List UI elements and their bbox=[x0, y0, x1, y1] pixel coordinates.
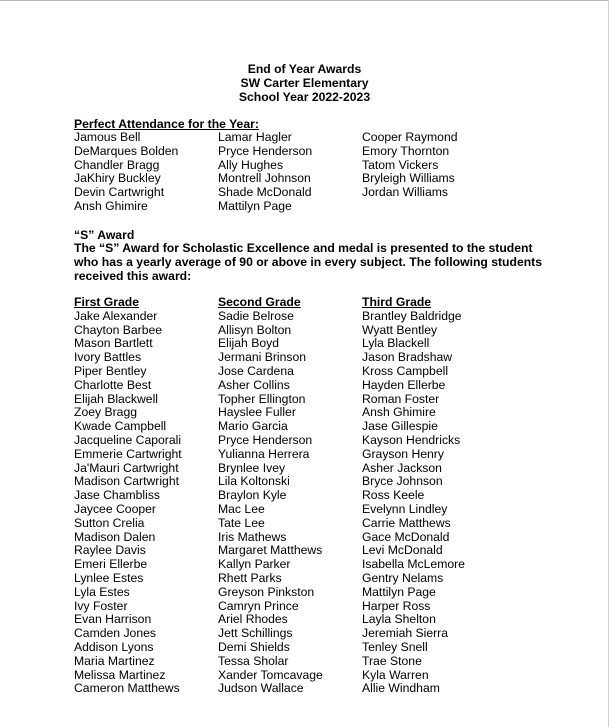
student-name: Pryce Henderson bbox=[218, 432, 313, 447]
grade-heading: First Grade bbox=[74, 295, 140, 309]
attendance-name: Bryleigh Williams bbox=[362, 171, 455, 186]
student-name: Kross Campbell bbox=[362, 363, 449, 378]
student-name: Mason Bartlett bbox=[74, 336, 153, 351]
student-name: Evelynn Lindley bbox=[362, 501, 448, 516]
student-name: Maria Martinez bbox=[74, 653, 155, 668]
student-name: Margaret Matthews bbox=[218, 543, 323, 558]
student-name: Iris Mathews bbox=[218, 529, 287, 544]
student-name: Mac Lee bbox=[218, 501, 265, 516]
student-name: Tessa Sholar bbox=[218, 653, 289, 668]
student-name: Evan Harrison bbox=[74, 612, 152, 627]
student-name: Carrie Matthews bbox=[362, 515, 451, 530]
attendance-name: Ally Hughes bbox=[218, 157, 284, 172]
student-name: Jett Schillings bbox=[218, 626, 293, 641]
student-name: Topher Ellington bbox=[218, 391, 306, 406]
student-name: Emmerie Cartwright bbox=[74, 446, 182, 461]
student-name: Camryn Prince bbox=[218, 598, 299, 613]
student-name: Jeremiah Sierra bbox=[362, 626, 449, 641]
student-name: Lynlee Estes bbox=[74, 570, 144, 585]
header-school: SW Carter Elementary bbox=[240, 76, 369, 90]
attendance-name: Jamous Bell bbox=[74, 130, 141, 144]
student-name: Jake Alexander bbox=[74, 308, 158, 323]
student-name: Ross Keele bbox=[362, 488, 425, 503]
grade-column bbox=[218, 296, 323, 696]
student-name: Braylon Kyle bbox=[218, 488, 287, 503]
student-name: Charlotte Best bbox=[74, 377, 152, 392]
student-name: Madison Cartwright bbox=[74, 474, 179, 489]
grade-column bbox=[74, 296, 182, 696]
attendance-name: Emory Thornton bbox=[362, 143, 450, 158]
attendance-column bbox=[74, 131, 178, 214]
student-name: Hayden Ellerbe bbox=[362, 377, 446, 392]
header-title: End of Year Awards bbox=[247, 62, 362, 76]
student-name: Zoey Bragg bbox=[74, 405, 138, 420]
s-award-list bbox=[0, 296, 609, 716]
student-name: Jacqueline Caporali bbox=[74, 432, 182, 447]
attendance-title: Perfect Attendance for the Year: bbox=[74, 117, 259, 131]
attendance-name: Lamar Hagler bbox=[218, 130, 292, 144]
student-name: Chayton Barbee bbox=[74, 322, 163, 337]
student-name: Elijah Blackwell bbox=[74, 391, 158, 406]
student-name: Gace McDonald bbox=[362, 529, 450, 544]
student-name: Ariel Rhodes bbox=[218, 612, 288, 627]
student-name: Kayson Hendricks bbox=[362, 432, 461, 447]
student-name: Jose Cardena bbox=[218, 363, 294, 378]
student-name: Ja'Mauri Cartwright bbox=[74, 460, 179, 475]
student-name: Lyla Blackell bbox=[362, 336, 430, 351]
student-name: Raylee Davis bbox=[74, 543, 146, 558]
attendance-name: JaKhiry Buckley bbox=[74, 171, 161, 186]
s-award-description: The “S” Award for Scholastic Excellence and medal is presented to the student who has a yearly average of 90 or above in every subject. The following students received this award: bbox=[74, 241, 543, 283]
student-name: Tate Lee bbox=[218, 515, 265, 530]
attendance-name: Cooper Raymond bbox=[362, 130, 458, 144]
header-year: School Year 2022-2023 bbox=[238, 90, 371, 104]
student-name: Layla Shelton bbox=[362, 612, 436, 627]
student-name: Jase Gillespie bbox=[362, 419, 438, 434]
student-name: Piper Bentley bbox=[74, 363, 147, 378]
grade-column bbox=[362, 296, 465, 696]
student-name: Kyla Warren bbox=[362, 667, 429, 682]
student-name: Camden Jones bbox=[74, 626, 156, 641]
student-name: Cameron Matthews bbox=[74, 681, 180, 696]
student-name: Yulianna Herrera bbox=[218, 446, 310, 461]
attendance-name: Tatom Vickers bbox=[362, 157, 439, 172]
s-award-title: “S” Award bbox=[74, 228, 135, 242]
grade-heading: Third Grade bbox=[362, 295, 432, 309]
student-name: Allisyn Bolton bbox=[218, 322, 292, 337]
student-name: Judson Wallace bbox=[218, 681, 304, 696]
student-name: Kwade Campbell bbox=[74, 419, 167, 434]
student-name: Emeri Ellerbe bbox=[74, 557, 148, 572]
student-name: Mattilyn Page bbox=[362, 584, 436, 599]
student-name: Brynlee Ivey bbox=[218, 460, 286, 475]
student-name: Jermani Brinson bbox=[218, 350, 307, 365]
student-name: Jaycee Cooper bbox=[74, 501, 156, 516]
student-name: Hayslee Fuller bbox=[218, 405, 296, 420]
student-name: Sadie Belrose bbox=[218, 308, 294, 323]
attendance-name: Shade McDonald bbox=[218, 185, 312, 200]
student-name: Ivy Foster bbox=[74, 598, 128, 613]
student-name: Kallyn Parker bbox=[218, 557, 291, 572]
document-header bbox=[0, 62, 609, 104]
student-name: Mario Garcia bbox=[218, 419, 288, 434]
attendance-name: Chandler Bragg bbox=[74, 157, 160, 172]
student-name: Jason Bradshaw bbox=[362, 350, 453, 365]
student-name: Melissa Martinez bbox=[74, 667, 166, 682]
student-name: Elijah Boyd bbox=[218, 336, 279, 351]
student-name: Grayson Henry bbox=[362, 446, 444, 461]
student-name: Ivory Battles bbox=[74, 350, 142, 365]
attendance-name: Devin Cartwright bbox=[74, 185, 165, 200]
student-name: Harper Ross bbox=[362, 598, 431, 613]
attendance-list bbox=[0, 131, 609, 215]
student-name: Allie Windham bbox=[362, 681, 440, 696]
student-name: Xander Tomcavage bbox=[218, 667, 323, 682]
student-name: Madison Dalen bbox=[74, 529, 156, 544]
student-name: Jase Chambliss bbox=[74, 488, 161, 503]
attendance-name: Pryce Henderson bbox=[218, 143, 313, 158]
student-name: Ansh Ghimire bbox=[362, 405, 436, 420]
student-name: Levi McDonald bbox=[362, 543, 443, 558]
grade-heading: Second Grade bbox=[218, 295, 301, 309]
student-name: Asher Jackson bbox=[362, 460, 442, 475]
student-name: Isabella McLemore bbox=[362, 557, 465, 572]
attendance-column bbox=[362, 131, 458, 200]
attendance-column bbox=[218, 131, 312, 214]
attendance-name: Jordan Williams bbox=[362, 185, 449, 200]
attendance-name: Montrell Johnson bbox=[218, 171, 311, 186]
student-name: Rhett Parks bbox=[218, 570, 282, 585]
student-name: Lila Koltonski bbox=[218, 474, 290, 489]
attendance-name: Ansh Ghimire bbox=[74, 198, 148, 213]
attendance-name: Mattilyn Page bbox=[218, 198, 292, 213]
student-name: Bryce Johnson bbox=[362, 474, 443, 489]
student-name: Asher Collins bbox=[218, 377, 290, 392]
student-name: Tenley Snell bbox=[362, 639, 428, 654]
student-name: Gentry Nelams bbox=[362, 570, 444, 585]
student-name: Sutton Crelia bbox=[74, 515, 145, 530]
student-name: Brantley Baldridge bbox=[362, 308, 462, 323]
attendance-name: DeMarques Bolden bbox=[74, 143, 179, 158]
student-name: Demi Shields bbox=[218, 639, 290, 654]
student-name: Wyatt Bentley bbox=[362, 322, 438, 337]
student-name: Addison Lyons bbox=[74, 639, 154, 654]
page-top-border bbox=[0, 0, 609, 1]
student-name: Roman Foster bbox=[362, 391, 440, 406]
student-name: Lyla Estes bbox=[74, 584, 130, 599]
student-name: Greyson Pinkston bbox=[218, 584, 315, 599]
student-name: Trae Stone bbox=[362, 653, 422, 668]
